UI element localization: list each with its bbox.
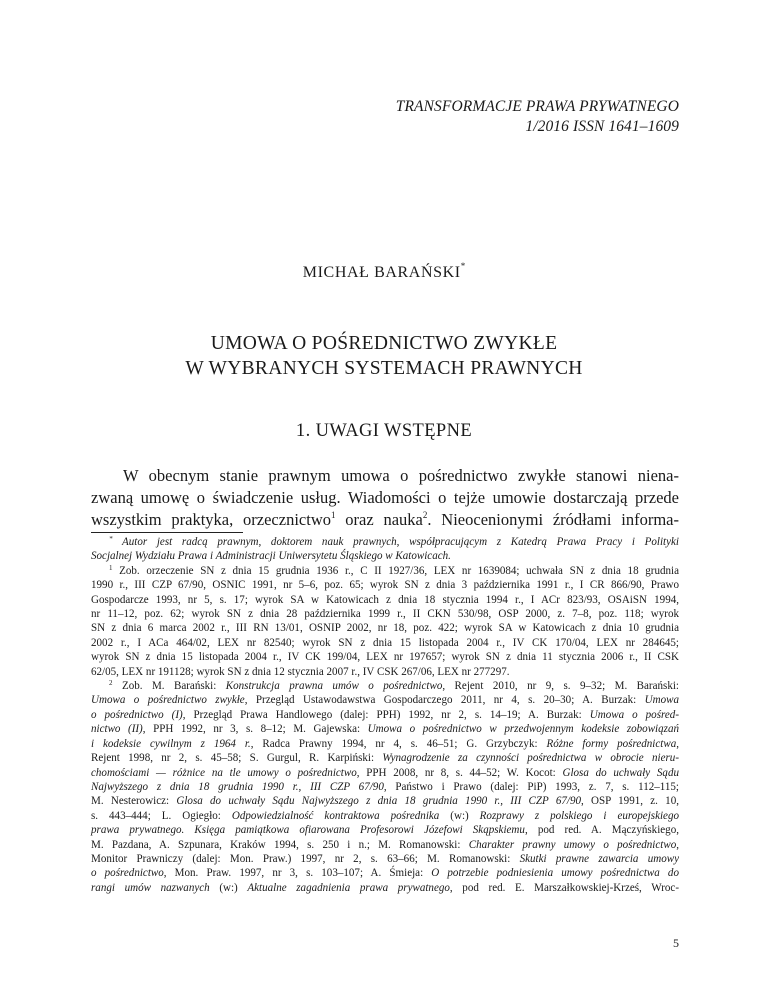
footnote-text: Autor jest radcą prawnym, doktorem nauk prawnych, współpracującym z Katedrą Prawa Pracy i Polityki [122, 536, 679, 548]
body-text-segment: wszystkim praktyka, orzecznictwo [91, 510, 331, 529]
citation-title: Rozprawy z polskiego i europejskiego [479, 809, 679, 822]
citation-text: M. Pazdana, A. Szpunara, Kraków 1994, s. 250 i n.; M. Romanowski: [91, 838, 469, 851]
citation-title: Skutki prawne zawarcia umowy [519, 852, 679, 865]
footnote-line [91, 852, 679, 866]
citation-text: , PPH 1992, nr 3, s. 8–12; M. Gajewska: [142, 723, 368, 736]
citation-text: (w:) [209, 881, 248, 894]
footnotes [91, 535, 679, 895]
citation-text: , PPH 2008, nr 8, s. 44–52; W. Kocot: [356, 766, 563, 779]
citation-title: Glosa do uchwały Sądu Najwyższego z dnia 18 grudnia 1990 r., III CZP 67/90 [176, 795, 582, 808]
article-title-line-1: UMOWA O POŚREDNICTWO ZWYKŁE [210, 333, 558, 354]
citation-text: Rejent 1998, nr 2, s. 45–58; S. Gurgul, R. Karpiński: [91, 752, 383, 765]
section-heading: 1. UWAGI WSTĘPNE [295, 421, 473, 441]
citation-title: Różne formy pośrednictwa [546, 737, 677, 750]
footnote-1 [91, 564, 679, 679]
footnote-line [91, 737, 679, 751]
citation-text: , OSP 1991, z. 10, [581, 795, 679, 808]
footnote-ref-1: 1 [330, 510, 336, 520]
footnote-line [91, 794, 679, 808]
citation-text: s. 443–444; L. Ogiegło: [91, 809, 232, 822]
citation-title: Glosa do uchwały Sądu [562, 766, 679, 779]
footnote-line [91, 564, 679, 578]
body-line: zwaną umowę o świadczenie usług. Wiadomości o tejże umowie dostarczają przede [91, 488, 679, 507]
citation-text: , Państwo i Prawo (dalej: PiP) 1993, z. 7, s. 112–115; [383, 780, 679, 793]
citation-title: Aktualne zagadnienia prawa prywatnego [247, 881, 450, 894]
citation-title: i kodeksie cywilnym z 1964 r. [91, 737, 251, 750]
journal-name: TRANSFORMACJE PRAWA PRYWATNEGO [395, 98, 679, 115]
citation-text: , [676, 838, 679, 851]
citation-title: Umowa o pośrednictwo w przedwojennym kodeksie zobowiązań [367, 723, 679, 736]
footnote-line: Socjalnej Wydziału Prawa i Administracji Uniwersytetu Śląskiego w Katowicach. [91, 550, 451, 563]
citation-title: Charakter prawny umowy o pośrednictwo [468, 838, 677, 851]
body-text-segment: . Nieocenionymi źródłami informa- [427, 510, 679, 529]
citation-title: o pośrednictwo [91, 867, 164, 880]
footnote-mark: * [109, 535, 113, 543]
footnote-line: nr 11–12, poz. 62; wyrok SN z dnia 28 października 1999 r., II CKN 530/98, OSP 2000, z. 7–8, poz. 118; wyrok [91, 608, 679, 621]
citation-title: rangi umów nazwanych [91, 881, 210, 894]
citation-text: Monitor Prawniczy (dalej: Mon. Praw.) 1997, nr 2, s. 63–66; M. Romanowski: [91, 852, 520, 865]
citation-title: chomościami — różnice na tle umowy o pośrednictwo [91, 766, 357, 779]
page-number: 5 [673, 936, 679, 950]
footnote-line [91, 866, 679, 880]
footnote-line [91, 881, 679, 895]
citation-text: , Rejent 2010, nr 9, s. 9–32; M. Barański: [442, 680, 679, 693]
footnote-line: 62/05, LEX nr 191128; wyrok SN z dnia 12 stycznia 2007 r., IV CSK 267/06, LEX nr 277297. [91, 665, 510, 678]
body-line: W obecnym stanie prawnym umowa o pośrednictwo zwykłe stanowi niena- [123, 466, 679, 485]
citation-text: M. Nesterowicz: [91, 795, 177, 808]
footnote-line [91, 809, 679, 823]
citation-title: Odpowiedzialność kontraktowa pośrednika [231, 809, 440, 822]
footnote-line [91, 823, 679, 837]
citation-text: , Przegląd Ustawodawstwa Gospodarczego 2011, nr 4, s. 20–30; A. Burzak: [244, 694, 645, 707]
footnote-ref-2: 2 [422, 510, 428, 520]
citation-title: Najwyższego z dnia 18 grudnia 1990 r., III CZP 67/90 [91, 780, 384, 793]
journal-header [396, 97, 679, 137]
footnote-line [91, 766, 679, 780]
footnote-separator [91, 532, 243, 533]
footnote-line [91, 722, 679, 736]
citation-title: Umowa o pośrednictwo zwykłe [91, 694, 245, 707]
citation-title: Wynagrodzenie za czynności pośrednictwa w obrocie nieru- [382, 752, 680, 765]
footnote-line: 2002 r., I ACa 464/02, LEX nr 82540; wyrok SN z dnia 15 listopada 2004 r., IV CK 170/04, LEX nr 284645; [91, 636, 679, 649]
citation-title: Konstrukcja prawna umów o pośrednictwo [225, 680, 443, 693]
footnote-line: wyrok SN z dnia 15 listopada 2004 r., IV CK 199/04, LEX nr 197657; wyrok SN z dnia 11 stycznia 2006 r., II CSK [91, 651, 679, 664]
author-name [0, 261, 768, 282]
footnote-line [91, 535, 679, 549]
footnote-line [91, 708, 679, 722]
citation-title: Umowa [644, 694, 679, 707]
author-footnote-mark: * [460, 261, 466, 271]
author-name-text: MICHAŁ BARAŃSKI [302, 264, 461, 281]
footnote-line: SN z dnia 6 marca 2002 r., III RN 13/01, OSNIP 2002, nr 18, poz. 422; wyrok SA w Katowicach z dnia 10 grudnia [91, 622, 679, 635]
citation-text: , [676, 737, 679, 750]
body-paragraph [91, 465, 679, 531]
footnote-line [91, 780, 679, 794]
footnote-mark: 2 [109, 679, 113, 688]
citation-title: prawa prywatnego. Księga pamiątkowa ofiarowana Profesorowi Józefowi Skąpskiemu [91, 824, 525, 837]
footnote-line [91, 838, 679, 852]
citation-text: Zob. M. Barański: [121, 680, 226, 693]
citation-title: O potrzebie podniesienia umowy pośrednictwa do [431, 867, 679, 880]
article-title-line-2: W WYBRANYCH SYSTEMACH PRAWNYCH [185, 358, 583, 379]
footnote-line: Gospodarcze 1993, nr 5, s. 17; wyrok SA w Katowicach z dnia 18 stycznia 1994 r., I ACr 823/93, OSAiSN 1994, [91, 593, 679, 606]
footnote-line: 1990 r., III CZP 67/90, OSNIC 1991, nr 5–6, poz. 65; wyrok SN z dnia 3 października 1991 r., I CR 866/90, Prawo [91, 579, 679, 592]
footnote-author [91, 535, 679, 564]
citation-text: , pod red. E. Marszałkowskiej-Krześ, Wroc- [449, 881, 680, 894]
citation-text: , Radca Prawny 1994, nr 4, s. 46–51; G. Grzybczyk: [250, 737, 547, 750]
citation-title: o pośrednictwo (I) [91, 708, 183, 721]
citation-text: , Mon. Praw. 1997, nr 3, s. 103–107; A. Śmieja: [163, 867, 432, 880]
article-title [0, 331, 768, 381]
footnote-2 [91, 679, 679, 895]
body-line [91, 509, 679, 531]
citation-text: (w:) [439, 809, 480, 822]
citation-title: nictwo (II) [91, 723, 143, 736]
citation-text: , Przegląd Prawa Handlowego (dalej: PPH) 1992, nr 2, s. 14–19; A. Burzak: [182, 708, 590, 721]
footnote-mark: 1 [109, 563, 113, 572]
citation-text: , pod red. A. Mączyńskiego, [524, 824, 679, 837]
footnote-text: Zob. orzeczenie SN z dnia 15 grudnia 1936 r., C II 1927/36, LEX nr 1639084; uchwała SN z dnia 18 grudnia [119, 564, 679, 577]
citation-title: Umowa o pośred- [589, 708, 679, 721]
body-text-segment: oraz nauka [335, 510, 423, 529]
footnote-text [122, 680, 679, 692]
footnote-line [91, 693, 679, 707]
footnote-line [91, 679, 679, 693]
journal-issue: 1/2016 ISSN 1641–1609 [525, 118, 679, 135]
footnote-line [91, 751, 679, 765]
